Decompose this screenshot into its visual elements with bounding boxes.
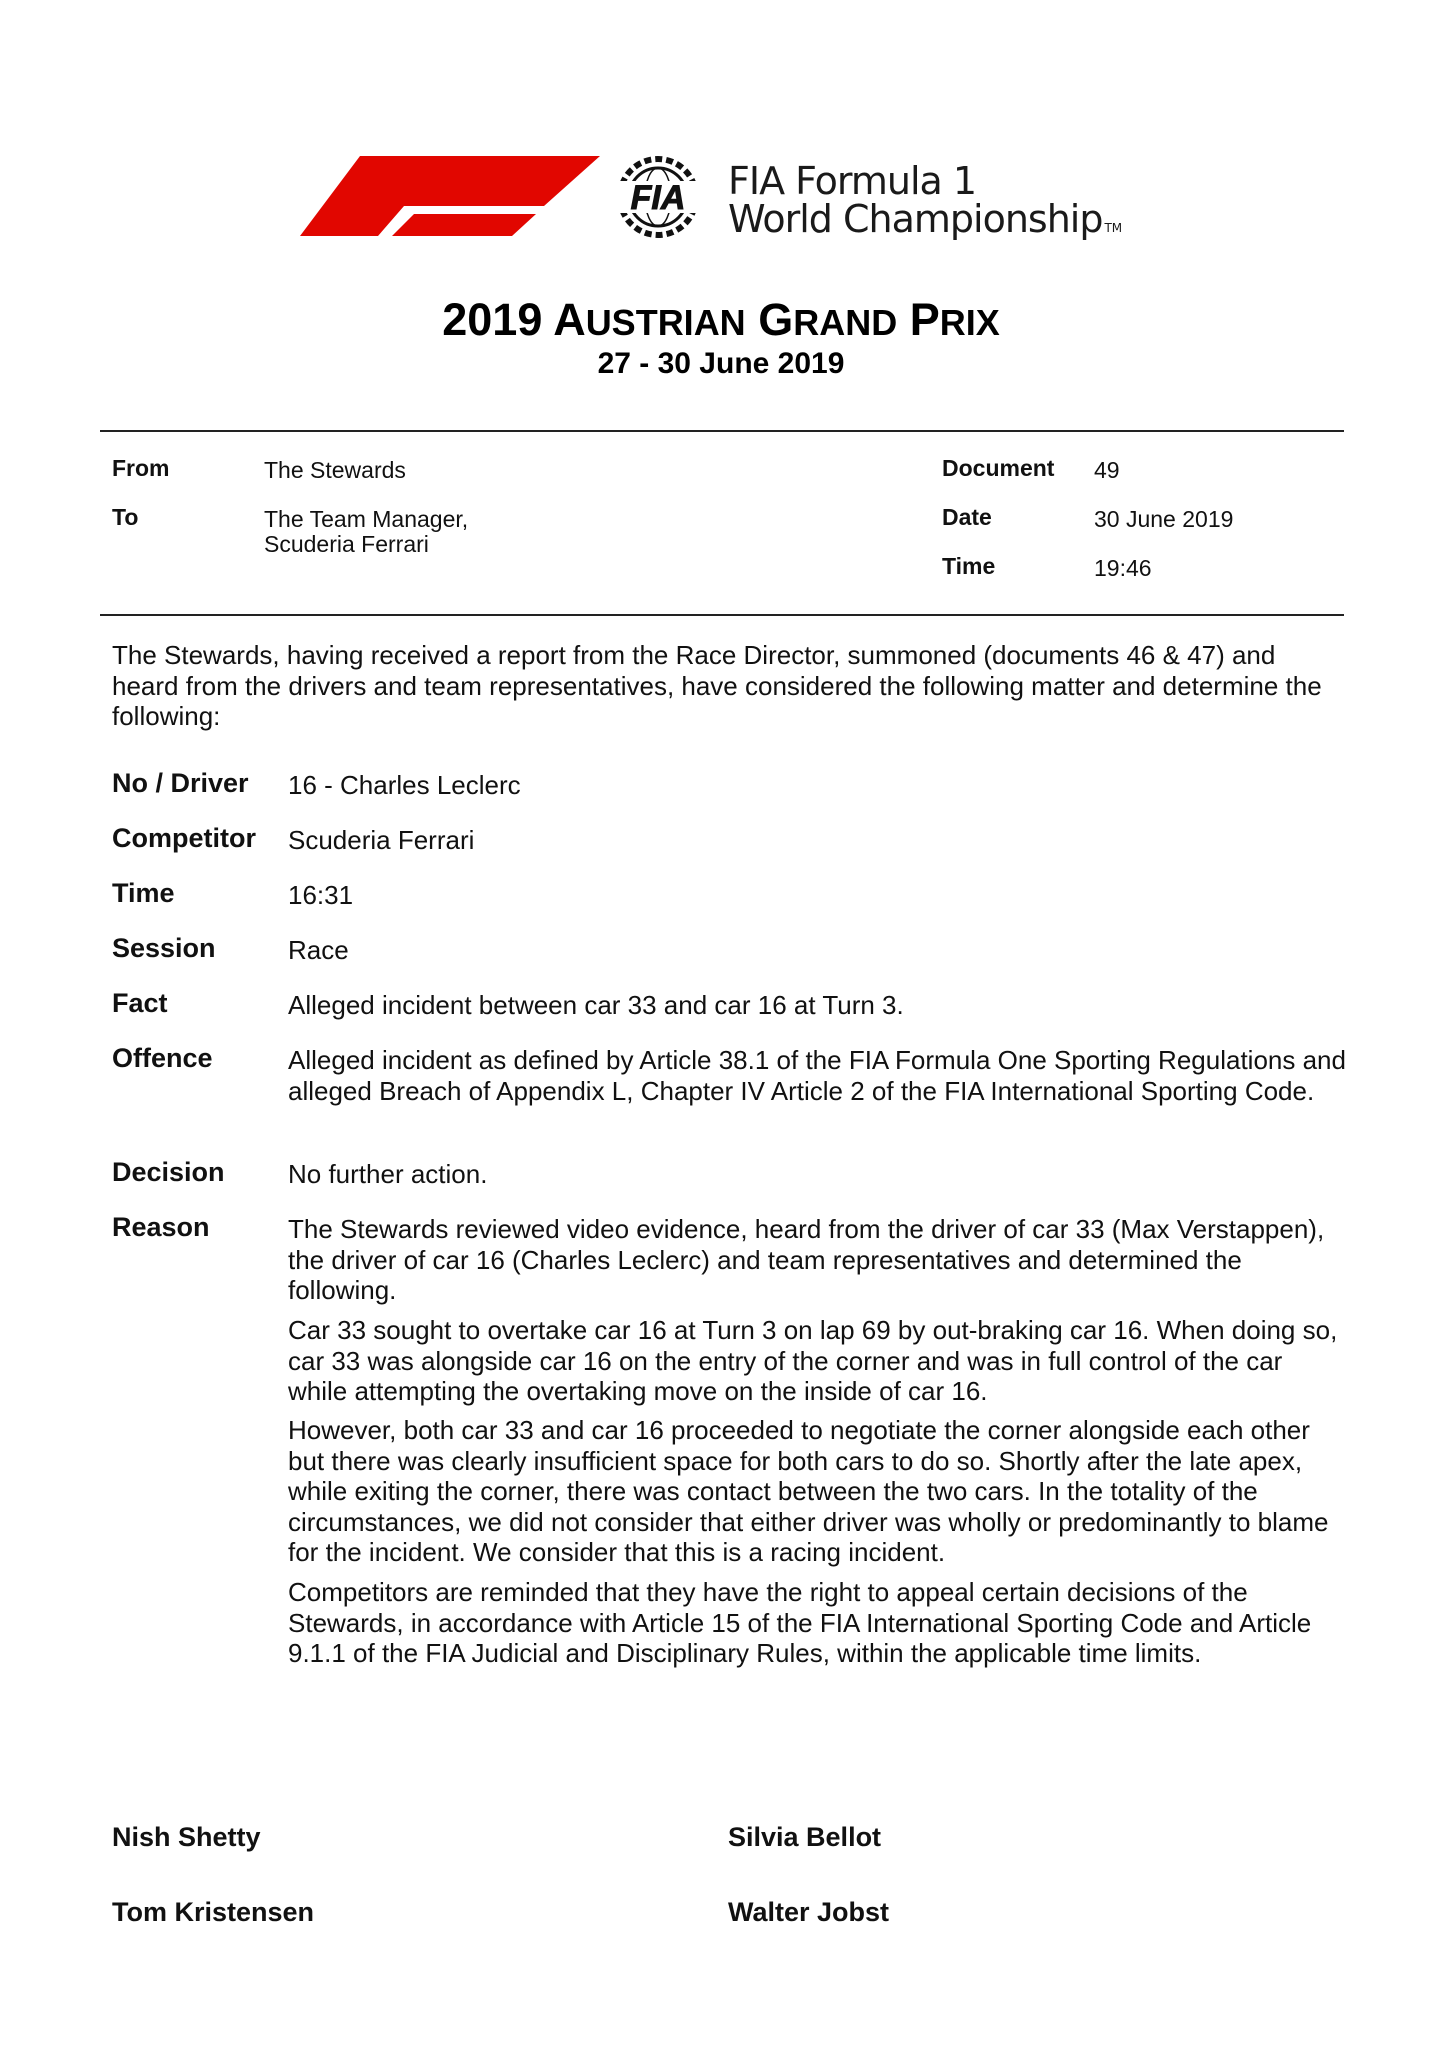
offence-value: Alleged incident as defined by Article 38.1 of the FIA Formula One Sporting Regulations and alleged Breach of Appendix L, Chapter IV Article 2 of the FIA International Sporting Code. <box>288 1045 1346 1106</box>
championship-name-line-1: FIA Formula 1 <box>728 159 977 203</box>
championship-name-line-2-text: World Championship <box>728 197 1103 241</box>
session-label: Session <box>112 933 216 963</box>
decision-label: Decision <box>112 1157 225 1187</box>
time-label: Time <box>942 553 996 579</box>
incident-time-label: Time <box>112 878 175 908</box>
reason-paragraph: Car 33 sought to overtake car 16 at Turn 3 on lap 69 by out-braking car 16. When doing so, car 33 was alongside car 16 on the entry of the corner and was in full control of the car while attempting the overtaking move on the inside of car 16. <box>288 1315 1338 1406</box>
trademark-symbol: TM <box>1104 221 1123 235</box>
offence-label: Offence <box>112 1043 213 1073</box>
event-title <box>0 292 1442 351</box>
header-divider <box>100 430 1344 432</box>
championship-name-line-2 <box>728 199 1122 248</box>
incident-time-value: 16:31 <box>288 880 354 910</box>
decision-value: No further action. <box>288 1159 488 1189</box>
to-value-line-2: Scuderia Ferrari <box>264 531 429 557</box>
fact-label: Fact <box>112 988 168 1018</box>
event-title-initial: P <box>909 294 940 345</box>
signatory-name: Walter Jobst <box>728 1897 890 1927</box>
signatory-name: Nish Shetty <box>112 1822 261 1852</box>
reason-label: Reason <box>112 1212 210 1242</box>
event-dates: 27 - 30 June 2019 <box>597 347 845 380</box>
competitor-value: Scuderia Ferrari <box>288 825 475 855</box>
reason-paragraph: The Stewards reviewed video evidence, heard from the driver of car 33 (Max Verstappen), the driver of car 16 (Charles Leclerc) and team representatives and determined the following. <box>288 1214 1325 1305</box>
to-label: To <box>112 504 139 530</box>
routing-divider <box>100 614 1344 616</box>
event-year: 2019 <box>442 294 543 345</box>
event-title-smallcaps: RAND <box>793 302 898 343</box>
fia-emblem <box>596 154 720 240</box>
driver-label: No / Driver <box>112 768 249 798</box>
event-title-smallcaps: USTRIAN <box>585 302 746 343</box>
event-title-smallcaps: RIX <box>939 302 1000 343</box>
f1-logo <box>300 156 600 236</box>
competitor-label: Competitor <box>112 823 256 853</box>
signatory-name: Silvia Bellot <box>728 1822 882 1852</box>
from-label: From <box>112 455 170 481</box>
from-value: The Stewards <box>264 457 406 483</box>
date-label: Date <box>942 504 992 530</box>
fact-value: Alleged incident between car 33 and car 16 at Turn 3. <box>288 990 904 1020</box>
event-title-initial: A <box>553 294 586 345</box>
event-title-initial: G <box>758 294 794 345</box>
driver-value: 16 - Charles Leclerc <box>288 770 521 800</box>
fia-emblem-lettering: FIA <box>630 179 686 217</box>
document-number: 49 <box>1094 457 1120 483</box>
intro-paragraph: The Stewards, having received a report from the Race Director, summoned (documents 46 & 47) and heard from the drivers and team representatives, have considered the following matter and determine the following: <box>112 640 1322 731</box>
signatory-name: Tom Kristensen <box>112 1897 315 1927</box>
f1-logo-stripe <box>392 214 536 236</box>
session-value: Race <box>288 935 349 965</box>
date-value: 30 June 2019 <box>1094 506 1234 532</box>
to-value-line-1: The Team Manager, <box>264 506 469 532</box>
document-label: Document <box>942 455 1055 481</box>
reason-paragraph: Competitors are reminded that they have the right to appeal certain decisions of the Stewards, in accordance with Article 15 of the FIA International Sporting Code and Article 9.1.1 of the FIA Judicial and Disciplinary Rules, within the applicable time limits. <box>288 1577 1312 1668</box>
reason-paragraph: However, both car 33 and car 16 proceeded to negotiate the corner alongside each other but there was clearly insufficient space for both cars to do so. Shortly after the late apex, while exiting the corner, there was contact between the two cars. In the totality of the circumstances, we did not consider that either driver was wholly or predominantly to blame for the incident. We consider that this is a racing incident. <box>288 1415 1329 1567</box>
time-value: 19:46 <box>1094 555 1152 581</box>
